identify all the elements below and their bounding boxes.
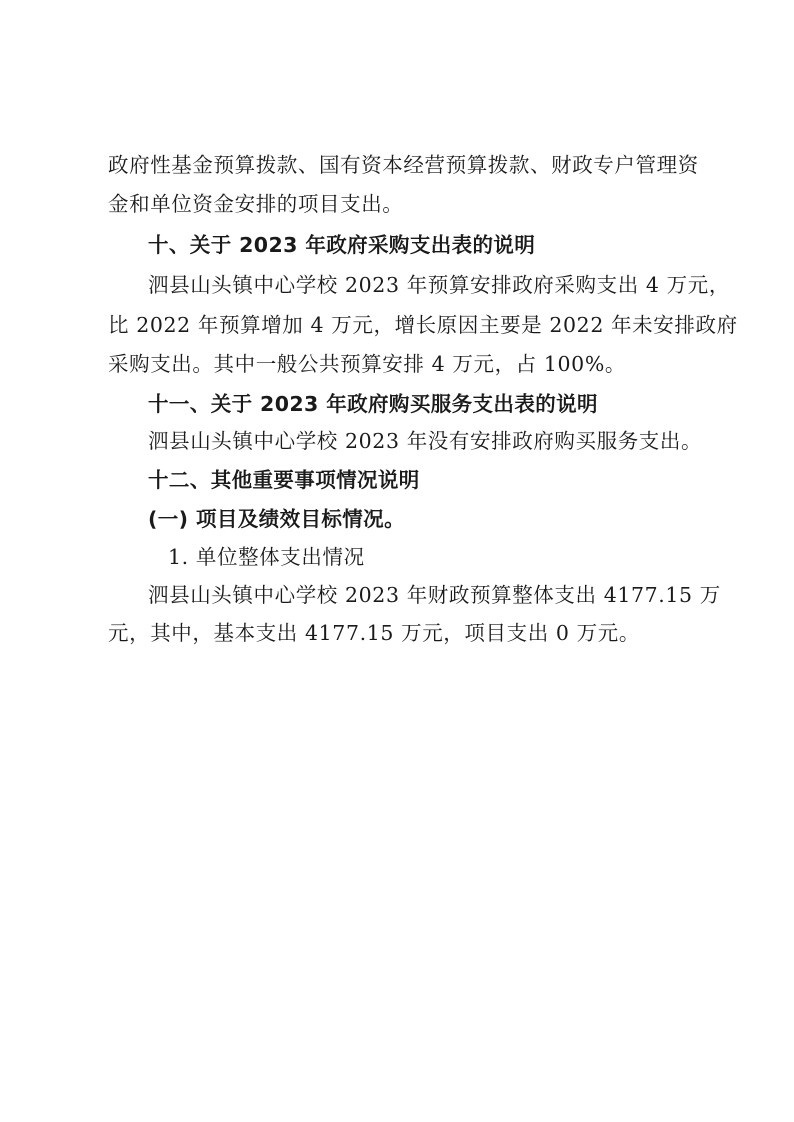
paragraph-line: 金和单位资金安排的项目支出。: [108, 192, 404, 216]
subsection-heading: (一) 项目及绩效目标情况。: [148, 507, 405, 531]
paragraph-line: 泗县山头镇中心学校 2023 年预算安排政府采购支出 4 万元，: [148, 273, 730, 297]
paragraph-line: 泗县山头镇中心学校 2023 年财政预算整体支出 4177.15 万: [148, 583, 721, 607]
paragraph-line: 元，其中，基本支出 4177.15 万元，项目支出 0 万元。: [108, 621, 640, 645]
paragraph-line: 政府性基金预算拨款、国有资本经营预算拨款、财政专户管理资: [108, 153, 699, 177]
section-heading-10: 十、关于 2023 年政府采购支出表的说明: [148, 233, 536, 257]
list-item: 1. 单位整体支出情况: [168, 545, 365, 569]
paragraph-line: 泗县山头镇中心学校 2023 年没有安排政府购买服务支出。: [148, 429, 703, 453]
section-heading-12: 十二、其他重要事项情况说明: [148, 468, 420, 492]
section-heading-11: 十一、关于 2023 年政府购买服务支出表的说明: [148, 392, 598, 416]
paragraph-line: 采购支出。其中一般公共预算安排 4 万元，占 100%。: [108, 352, 626, 376]
paragraph-line: 比 2022 年预算增加 4 万元，增长原因主要是 2022 年未安排政府: [108, 313, 738, 337]
